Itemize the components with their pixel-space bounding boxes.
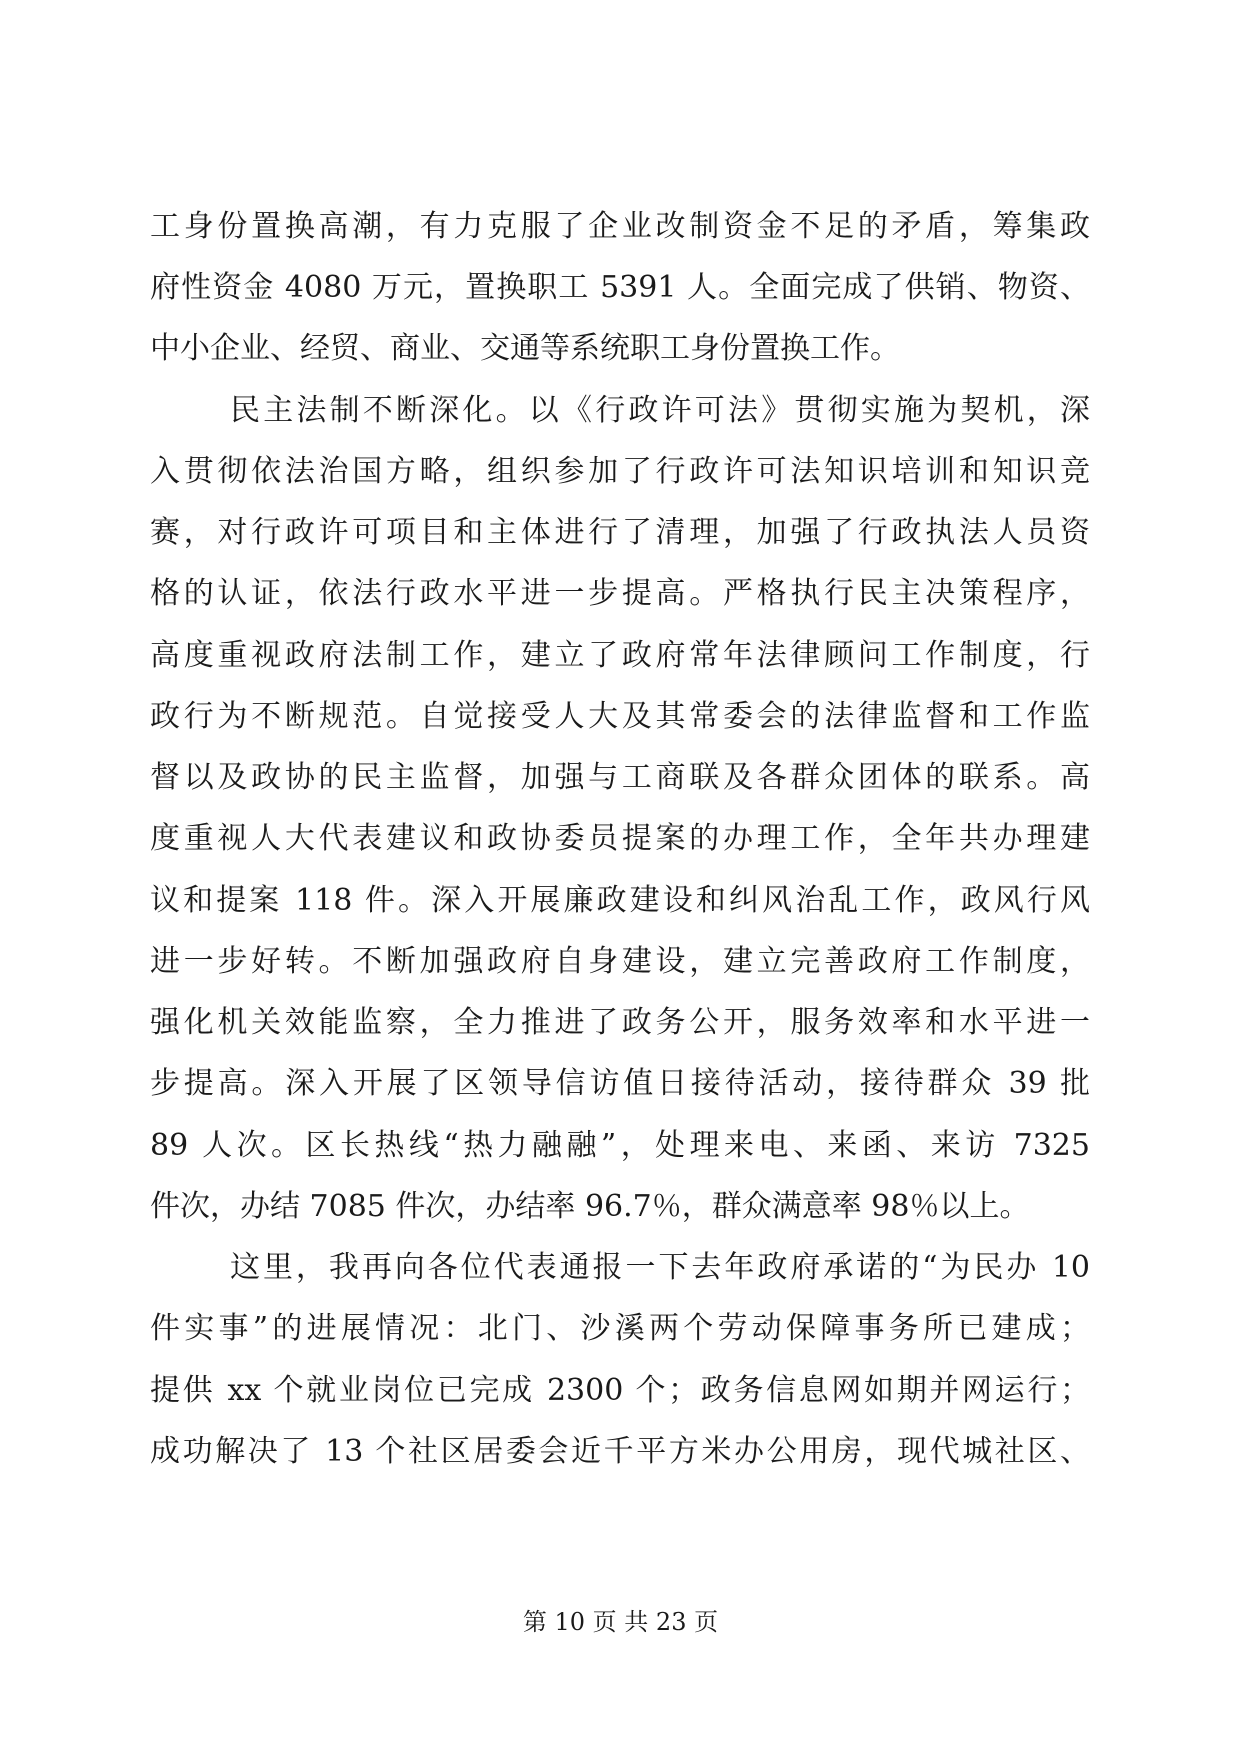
text-line: 中小企业、经贸、商业、交通等系统职工身份置换工作。 [150,331,900,366]
text-line: 度重视人大代表建议和政协委员提案的办理工作，全年共办理建 [150,821,1090,856]
text-line: 格的认证，依法行政水平进一步提高。严格执行民主决策程序， [150,576,1090,611]
text-line: 高度重视政府法制工作，建立了政府常年法律顾问工作制度，行 [150,638,1090,673]
text-line: 成功解决了 13 个社区居委会近千平方米办公用房，现代城社区、 [150,1434,1090,1469]
text-line: 府性资金 4080 万元，置换职工 5391 人。全面完成了供销、物资、 [150,270,1090,305]
text-line: 工身份置换高潮，有力克服了企业改制资金不足的矛盾，筹集政 [150,209,1090,244]
paragraph-first-line: 民主法制不断深化。以《行政许可法》贯彻实施为契机，深 [230,393,1090,428]
text-line: 赛，对行政许可项目和主体进行了清理，加强了行政执法人员资 [150,515,1090,550]
text-line: 件次，办结 7085 件次，办结率 96.7％，群众满意率 98％以上。 [150,1189,1030,1224]
text-line: 强化机关效能监察，全力推进了政务公开，服务效率和水平进一 [150,1005,1090,1040]
text-line: 89 人次。区长热线“热力融融”，处理来电、来函、来访 7325 [150,1128,1090,1163]
paragraph-first-line: 这里，我再向各位代表通报一下去年政府承诺的“为民办 10 [230,1250,1090,1285]
text-line: 入贯彻依法治国方略，组织参加了行政许可法知识培训和知识竞 [150,454,1090,489]
page-number-footer: 第 10 页 共 23 页 [522,1608,719,1636]
text-line: 件实事”的进展情况：北门、沙溪两个劳动保障事务所已建成； [150,1311,1090,1346]
text-line: 督以及政协的民主监督，加强与工商联及各群众团体的联系。高 [150,760,1090,795]
text-line: 提供 xx 个就业岗位已完成 2300 个；政务信息网如期并网运行； [150,1373,1090,1408]
text-line: 进一步好转。不断加强政府自身建设，建立完善政府工作制度， [150,944,1090,979]
text-line: 步提高。深入开展了区领导信访值日接待活动，接待群众 39 批 [150,1066,1090,1101]
text-line: 议和提案 118 件。深入开展廉政建设和纠风治乱工作，政风行风 [150,883,1090,918]
text-line: 政行为不断规范。自觉接受人大及其常委会的法律监督和工作监 [150,699,1090,734]
